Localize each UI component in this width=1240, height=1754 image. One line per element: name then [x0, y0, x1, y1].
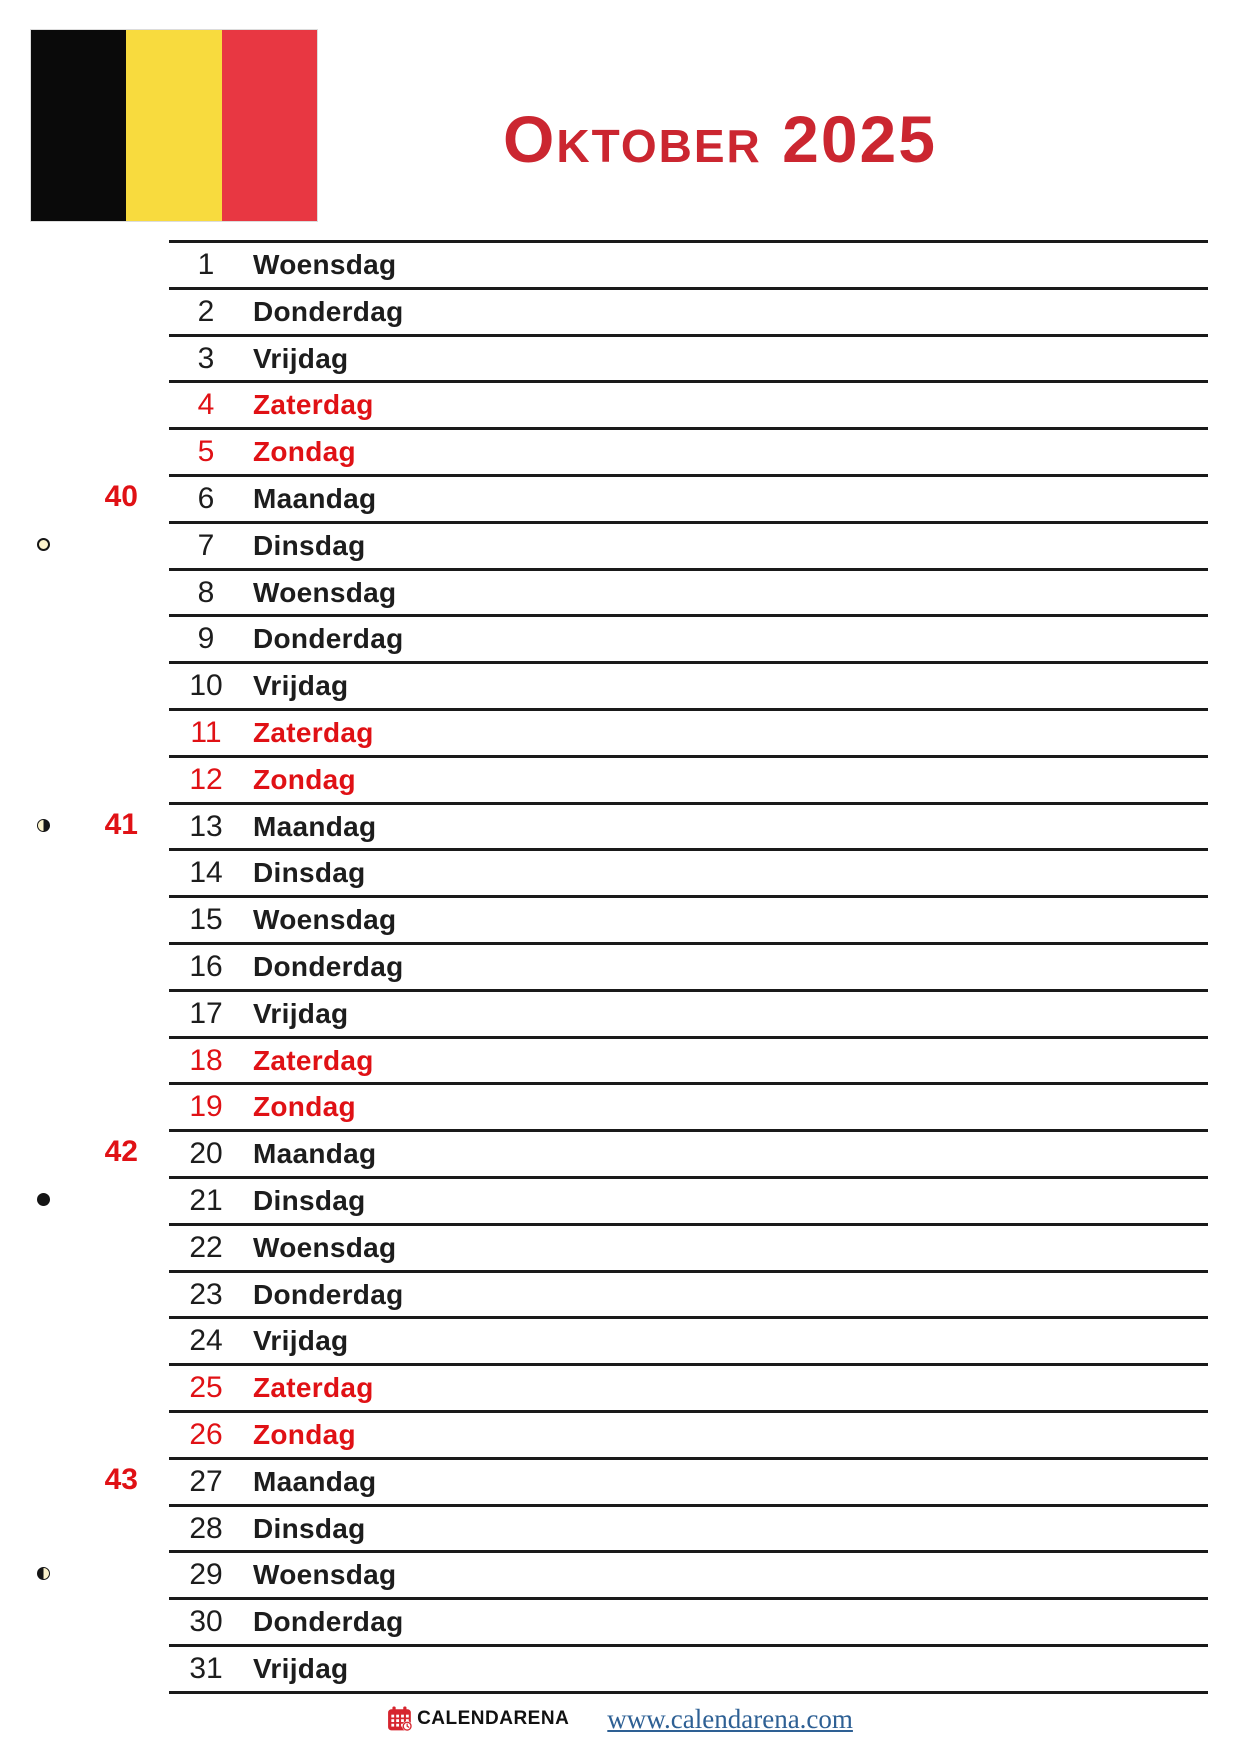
day-number: 20 [189, 1137, 223, 1171]
week-number: 42 [104, 1135, 138, 1169]
full-moon-icon [37, 538, 50, 551]
day-name: Donderdag [253, 1606, 404, 1638]
day-name: Zaterdag [253, 716, 374, 748]
week-number: 43 [104, 1462, 138, 1496]
day-row [169, 755, 1208, 802]
day-number: 11 [190, 715, 222, 749]
week-number: 40 [104, 480, 138, 513]
day-row [169, 1316, 1208, 1363]
day-number: 7 [197, 528, 215, 562]
day-name: Donderdag [253, 623, 404, 655]
day-name: Vrijdag [253, 997, 349, 1029]
day-number: 29 [189, 1558, 223, 1592]
day-number: 22 [189, 1230, 223, 1264]
day-name: Donderdag [253, 950, 404, 982]
day-name: Woensdag [253, 576, 397, 608]
day-number: 30 [189, 1605, 223, 1639]
day-number: 2 [197, 294, 215, 328]
day-row [169, 614, 1208, 661]
day-name: Dinsdag [253, 1512, 366, 1544]
day-row [169, 1644, 1208, 1691]
day-name: Zondag [253, 1418, 356, 1450]
day-number: 9 [197, 622, 215, 656]
day-row [169, 474, 1208, 521]
new-moon-icon [37, 1193, 50, 1206]
website-link[interactable]: www.calendarena.com [607, 1703, 853, 1734]
day-row [169, 1223, 1208, 1270]
day-number: 17 [189, 996, 223, 1030]
day-number: 31 [189, 1651, 223, 1685]
brand-logo [387, 1706, 569, 1732]
day-number: 21 [189, 1183, 223, 1217]
day-name: Zondag [253, 436, 356, 468]
day-name: Dinsdag [253, 1184, 366, 1216]
day-number: 6 [197, 481, 215, 515]
day-row [169, 240, 1208, 287]
day-row [169, 287, 1208, 334]
day-row [169, 708, 1208, 755]
day-number: 5 [197, 435, 215, 469]
day-number: 24 [189, 1324, 223, 1358]
calendar-icon [387, 1706, 413, 1732]
week-number: 41 [104, 807, 138, 841]
day-number: 25 [189, 1371, 223, 1405]
last-quarter-icon [37, 819, 50, 832]
day-row [169, 334, 1208, 381]
day-name: Maandag [253, 482, 377, 514]
day-name: Dinsdag [253, 857, 366, 889]
day-number: 1 [197, 248, 215, 281]
day-number: 3 [197, 341, 215, 375]
day-row [169, 380, 1208, 427]
day-name: Vrijdag [253, 1652, 349, 1684]
day-number: 23 [189, 1277, 223, 1311]
day-name: Woensdag [253, 1231, 397, 1263]
day-row [169, 1036, 1208, 1083]
day-row [169, 427, 1208, 474]
day-name: Vrijdag [253, 670, 349, 702]
day-row [169, 895, 1208, 942]
day-row [169, 1270, 1208, 1317]
day-name: Maandag [253, 1138, 377, 1170]
calendar-table [169, 240, 1208, 1694]
day-name: Maandag [253, 1465, 377, 1497]
belgium-flag [30, 29, 318, 222]
day-number: 15 [189, 903, 223, 937]
day-name: Vrijdag [253, 342, 349, 374]
day-number: 27 [189, 1464, 223, 1498]
day-row [169, 1457, 1208, 1504]
day-row [169, 802, 1208, 849]
day-number: 19 [189, 1090, 223, 1124]
day-name: Donderdag [253, 1278, 404, 1310]
day-name: Dinsdag [253, 529, 366, 561]
day-number: 26 [189, 1417, 223, 1451]
day-row [169, 1504, 1208, 1551]
page-title: Oktober 2025 [503, 102, 937, 176]
day-name: Donderdag [253, 295, 404, 327]
day-name: Zaterdag [253, 1044, 374, 1076]
day-number: 13 [189, 809, 223, 843]
day-row [169, 1363, 1208, 1410]
flag-stripe-black [31, 30, 126, 221]
day-row [169, 521, 1208, 568]
day-number: 10 [189, 669, 223, 703]
day-name: Woensdag [253, 1559, 397, 1591]
day-name: Woensdag [253, 904, 397, 936]
day-name: Woensdag [253, 249, 397, 280]
brand-name: CALENDARENA [417, 1708, 570, 1729]
day-row [169, 942, 1208, 989]
flag-stripe-yellow [126, 30, 221, 221]
day-number: 4 [197, 388, 215, 422]
day-row [169, 1176, 1208, 1223]
day-name: Maandag [253, 810, 377, 842]
day-row [169, 1129, 1208, 1176]
day-row [169, 1597, 1208, 1644]
first-quarter-icon [37, 1567, 50, 1580]
day-name: Zaterdag [253, 1372, 374, 1404]
day-row [169, 1550, 1208, 1597]
day-number: 8 [197, 575, 215, 609]
day-row [169, 848, 1208, 895]
flag-stripe-red [222, 30, 317, 221]
day-name: Zondag [253, 763, 356, 795]
day-name: Vrijdag [253, 1325, 349, 1357]
day-row [169, 1410, 1208, 1457]
footer [0, 1698, 1240, 1740]
day-number: 28 [189, 1511, 223, 1545]
day-row [169, 989, 1208, 1036]
day-name: Zondag [253, 1091, 356, 1123]
day-number: 12 [189, 762, 223, 796]
day-number: 18 [189, 1043, 223, 1077]
day-name: Zaterdag [253, 389, 374, 421]
day-row [169, 661, 1208, 708]
day-row [169, 1082, 1208, 1129]
day-number: 14 [189, 856, 223, 890]
day-row [169, 568, 1208, 615]
day-number: 16 [189, 949, 223, 983]
